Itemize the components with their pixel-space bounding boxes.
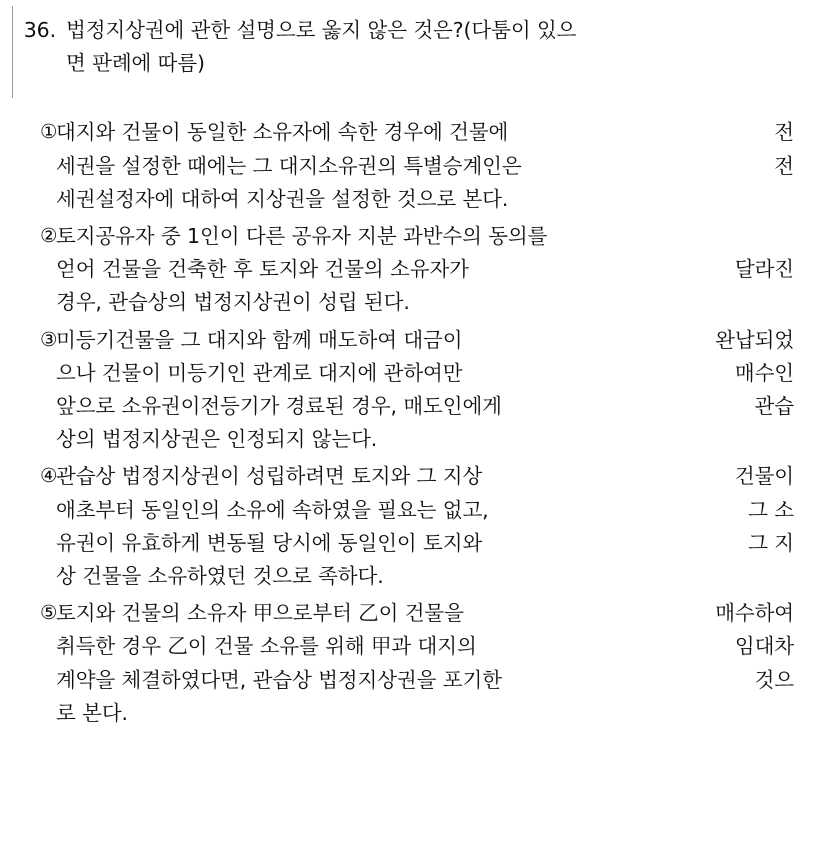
question-line-1: 법정지상권에 관한 설명으로 옳지 않은 것은?(다툼이 있으 bbox=[66, 18, 577, 42]
choice-option-3[interactable] bbox=[22, 324, 802, 457]
choice-marker-5: ⑤ bbox=[40, 601, 58, 625]
choice-2-line-2: 얻어 건물을 건축한 후 토지와 건물의 소유자가 달라진 bbox=[56, 257, 794, 282]
choice-1-line-1: 대지와 건물이 동일한 소유자에 속한 경우에 건물에 전 bbox=[56, 120, 794, 145]
choice-4-line-3: 유권이 유효하게 변동될 당시에 동일인이 토지와 그 지 bbox=[56, 530, 794, 555]
choice-5-line-4: 로 본다. bbox=[56, 700, 128, 725]
choice-2-line-1: 토지공유자 중 1인이 다른 공유자 지분 과반수의 동의를 bbox=[56, 224, 548, 249]
choice-option-1[interactable] bbox=[22, 116, 802, 216]
choice-5-line-2: 취득한 경우 乙이 건물 소유를 위해 甲과 대지의 임대차 bbox=[56, 634, 794, 659]
choice-3-line-2: 으나 건물이 미등기인 관계로 대지에 관하여만 매수인 bbox=[56, 360, 794, 385]
choice-marker-1: ① bbox=[40, 120, 58, 144]
choice-option-2[interactable] bbox=[22, 220, 802, 320]
choice-4-line-1: 관습상 법정지상권이 성립하려면 토지와 그 지상 건물이 bbox=[56, 464, 794, 489]
choice-marker-2: ② bbox=[40, 224, 58, 248]
choice-body-5 bbox=[56, 597, 802, 730]
question-text bbox=[66, 14, 802, 80]
question-line-2: 면 판례에 따름) bbox=[66, 51, 205, 76]
choice-4-line-2: 애초부터 동일인의 소유에 속하였을 필요는 없고, 그 소 bbox=[56, 497, 794, 522]
choice-body-4 bbox=[56, 460, 802, 593]
choice-list bbox=[22, 116, 802, 730]
question-stem bbox=[22, 14, 802, 80]
choice-5-line-3: 계약을 체결하였다면, 관습상 법정지상권을 포기한 것으 bbox=[56, 667, 794, 692]
choice-body-3 bbox=[56, 324, 802, 457]
choice-2-line-3: 경우, 관습상의 법정지상권이 성립 된다. bbox=[56, 290, 410, 315]
choice-3-line-1: 미등기건물을 그 대지와 함께 매도하여 대금이 완납되었 bbox=[56, 327, 794, 352]
choice-marker-3: ③ bbox=[40, 327, 58, 351]
choice-body-1 bbox=[56, 116, 802, 216]
choice-1-line-2: 세권을 설정한 때에는 그 대지소유권의 특별승계인은 전 bbox=[56, 153, 794, 178]
choice-3-line-3: 앞으로 소유권이전등기가 경료된 경우, 매도인에게 관습 bbox=[56, 394, 794, 419]
choice-4-line-4: 상 건물을 소유하였던 것으로 족하다. bbox=[56, 564, 384, 589]
choice-option-4[interactable] bbox=[22, 460, 802, 593]
choice-5-line-1: 토지와 건물의 소유자 甲으로부터 乙이 건물을 매수하여 bbox=[56, 601, 794, 626]
question-number: 36. bbox=[23, 18, 56, 42]
choice-option-5[interactable] bbox=[22, 597, 802, 730]
choice-body-2 bbox=[56, 220, 802, 320]
choice-3-line-4: 상의 법정지상권은 인정되지 않는다. bbox=[56, 427, 378, 452]
choice-marker-4: ④ bbox=[40, 464, 58, 488]
choice-1-line-3: 세권설정자에 대하여 지상권을 설정한 것으로 본다. bbox=[56, 186, 509, 211]
